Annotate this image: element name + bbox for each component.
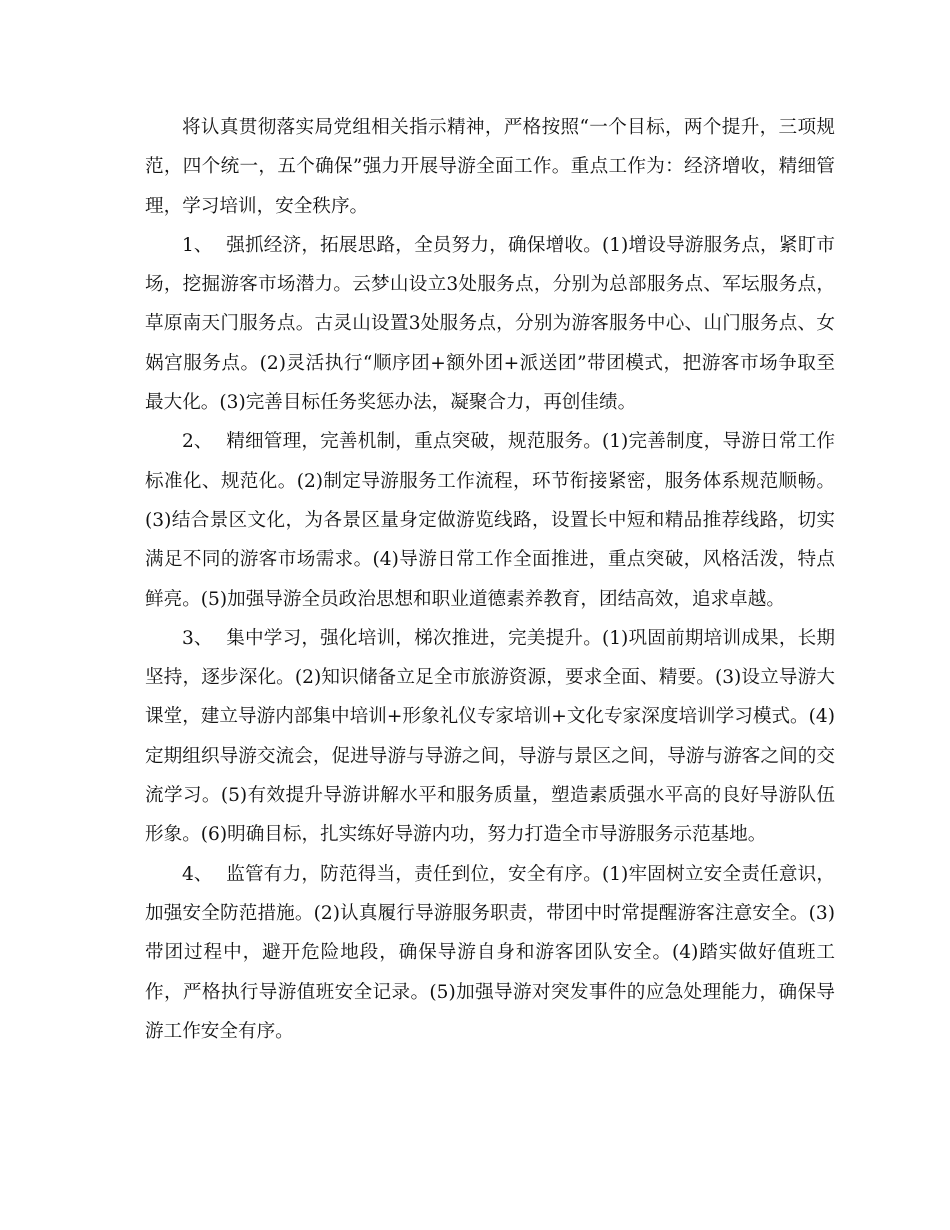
item-paragraph-3 bbox=[145, 619, 835, 855]
item-paragraph-4 bbox=[145, 855, 835, 1051]
item-number: 2、 bbox=[182, 431, 213, 453]
item-text: 集中学习，强化培训，梯次推进，完美提升。(1)巩固前期培训成果，长期坚持，逐步深化。(2)知识储备立足全市旅游资源，要求全面、精要。(3)设立导游大课堂，建立导游内部集中培训+形象礼仪专家培训+文化专家深度培训学习模式。(4)定期组织导游交流会，促进导游与导游之间，导游与景区之间，导游与游客之间的交流学习。(5)有效提升导游讲解水平和服务质量，塑造素质强水平高的良好导游队伍形象。(6)明确目标，扎实练好导游内功，努力打造全市导游服务示范基地。 bbox=[145, 627, 835, 846]
item-paragraph-1 bbox=[145, 226, 835, 422]
item-number: 3、 bbox=[182, 627, 213, 649]
intro-paragraph: 将认真贯彻落实局党组相关指示精神，严格按照“一个目标，两个提升，三项规范，四个统一，五个确保”强力开展导游全面工作。重点工作为：经济增收，精细管理，学习培训，安全秩序。 bbox=[145, 117, 835, 217]
item-text: 精细管理，完善机制，重点突破，规范服务。(1)完善制度，导游日常工作标准化、规范化。(2)制定导游服务工作流程，环节衔接紧密，服务体系规范顺畅。(3)结合景区文化，为各景区量身定做游览线路，设置长中短和精品推荐线路，切实满足不同的游客市场需求。(4)导游日常工作全面推进，重点突破，风格活泼，特点鲜亮。(5)加强导游全员政治思想和职业道德素养教育，团结高效，追求卓越。 bbox=[145, 431, 835, 610]
item-text: 强抓经济，拓展思路，全员努力，确保增收。(1)增设导游服务点，紧盯市场，挖掘游客市场潜力。云梦山设立3处服务点，分别为总部服务点、军坛服务点，草原南天门服务点。古灵山设置3处服务点，分别为游客服务中心、山门服务点、女娲宫服务点。(2)灵活执行“顺序团+额外团+派送团”带团模式，把游客市场争取至最大化。(3)完善目标任务奖惩办法，凝聚合力，再创佳绩。 bbox=[145, 234, 835, 414]
item-number: 4、 bbox=[182, 863, 213, 885]
document-body bbox=[145, 108, 835, 1051]
item-paragraph-2 bbox=[145, 422, 835, 618]
item-text: 监管有力，防范得当，责任到位，安全有序。(1)牢固树立安全责任意识，加强安全防范措施。(2)认真履行导游服务职责，带团中时常提醒游客注意安全。(3)带团过程中，避开危险地段，确保导游自身和游客团队安全。(4)踏实做好值班工作，严格执行导游值班安全记录。(5)加强导游对突发事件的应急处理能力，确保导游工作安全有序。 bbox=[145, 863, 835, 1042]
item-number: 1、 bbox=[182, 234, 213, 256]
